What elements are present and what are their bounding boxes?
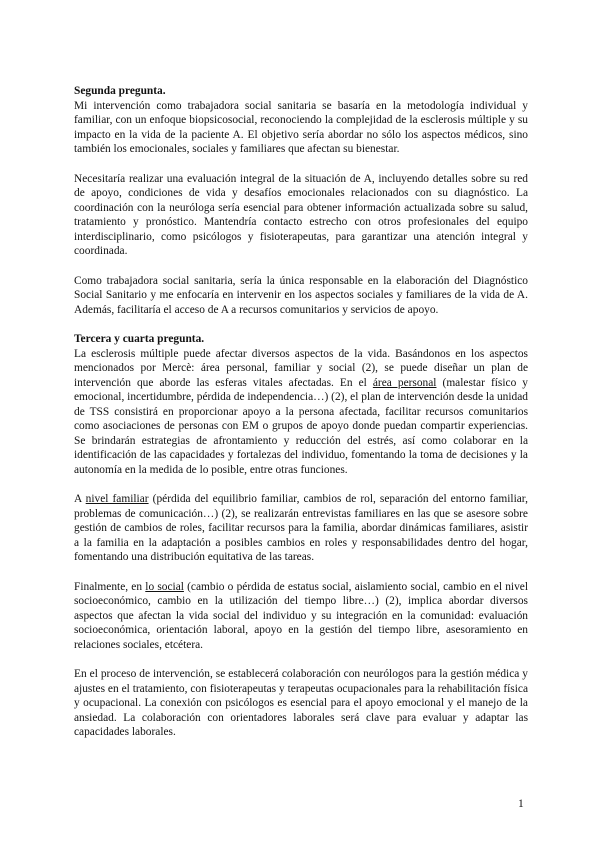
paragraph-text: (pérdida del equilibrio familiar, cambios de rol, separación del entorno familiar, problemas de comunicación…) (2), se realizarán entrevistas familiares en las que se asesore sobre gestión de cambios de roles, facilitar recursos para la familia, abordar dinámicas familiares, asistir a la familia en la adaptación a posibles cambios en roles y responsabilidades dentro del hogar, fomentando una distribución equitativa de las tareas.	[74, 493, 528, 563]
paragraph-text: A	[74, 493, 86, 505]
paragraph-text: Finalmente, en	[74, 580, 146, 593]
section-heading-segunda-pregunta: Segunda pregunta.	[74, 85, 166, 97]
paragraph	[74, 580, 528, 653]
underlined-term-area-personal: área personal	[372, 376, 437, 389]
paragraph	[74, 492, 528, 565]
paragraph: Como trabajadora social sanitaria, sería la única responsable en la elaboración del Diagnóstico Social Sanitario y me enfocaría en intervenir en los aspectos sociales y familiares de la vida de A. Además, facilitaría el acceso de A a recursos comunitarios y servicios de apoyo.	[74, 274, 528, 316]
paragraph-text: La esclerosis múltiple puede afectar diversos aspectos de la vida. Basándonos en los aspectos mencionados por Mercè: área personal, familiar y social (2), se puede diseñar un plan de intervención que aborde las esferas vitales afectadas. En el	[74, 347, 528, 389]
paragraph: Mi intervención como trabajadora social sanitaria se basaría en la metodología individual y familiar, con un enfoque biopsicosocial, reconociendo la complejidad de la esclerosis múltiple y su impacto en la vida de la paciente A. El objetivo sería abordar no sólo los aspectos médicos, sino también los emocionales, sociales y familiares que afectan su bienestar.	[74, 99, 528, 155]
section-heading-tercera-cuarta-pregunta: Tercera y cuarta pregunta.	[74, 333, 205, 345]
page-number: 1	[518, 798, 524, 810]
underlined-term-nivel-familiar: nivel familiar	[85, 493, 149, 505]
paragraph	[74, 347, 528, 478]
paragraph-text: (malestar físico y emocional, incertidumbre, pérdida de independencia…) (2), el plan de intervención desde la unidad de TSS consistirá en proporcionar apoyo a la persona afectada, facilitar recursos comunitarios como asociaciones de personas con EM o grupos de apoyo donde puedan compartir experiencias. Se brindarán estrategias de afrontamiento y reducción del estrés, así como colaborar en la identificación de las capacidades y fortalezas del individuo, fomentando la toma de decisiones y la autonomía en la medida de lo posible, entre otras funciones.	[74, 376, 528, 476]
underlined-term-lo-social: lo social	[145, 580, 184, 593]
document-body	[74, 84, 528, 740]
paragraph: Necesitaría realizar una evaluación integral de la situación de A, incluyendo detalles sobre su red de apoyo, condiciones de vida y desafíos emocionales relacionados con su diagnóstico. La coordinación con la neuróloga sería esencial para obtener información actualizada sobre su salud, tratamiento y pronóstico. Mantendría contacto estrecho con otros profesionales del equipo interdisciplinario, como psicólogos y fisioterapeutas, para garantizar una atención integral y coordinada.	[74, 172, 528, 257]
paragraph-text: (cambio o pérdida de estatus social, aislamiento social, cambio en el nivel socioeconómico, cambio en la utilización del tiempo libre…) (2), implica abordar diversos aspectos que afectan la vida social del individuo y su integración en la comunidad: evaluación socioeconómica, orientación laboral, apoyo en la gestión del tiempo libre, asesoramiento en relaciones sociales, etcétera.	[74, 580, 528, 651]
paragraph: En el proceso de intervención, se establecerá colaboración con neurólogos para la gestión médica y ajustes en el tratamiento, con fisioterapeutas y terapeutas ocupacionales para la rehabilitación física y ocupacional. La conexión con psicólogos es esencial para el apoyo emocional y el manejo de la ansiedad. La colaboración con orientadores laborales será clave para evaluar y adaptar las capacidades laborales.	[74, 668, 528, 738]
